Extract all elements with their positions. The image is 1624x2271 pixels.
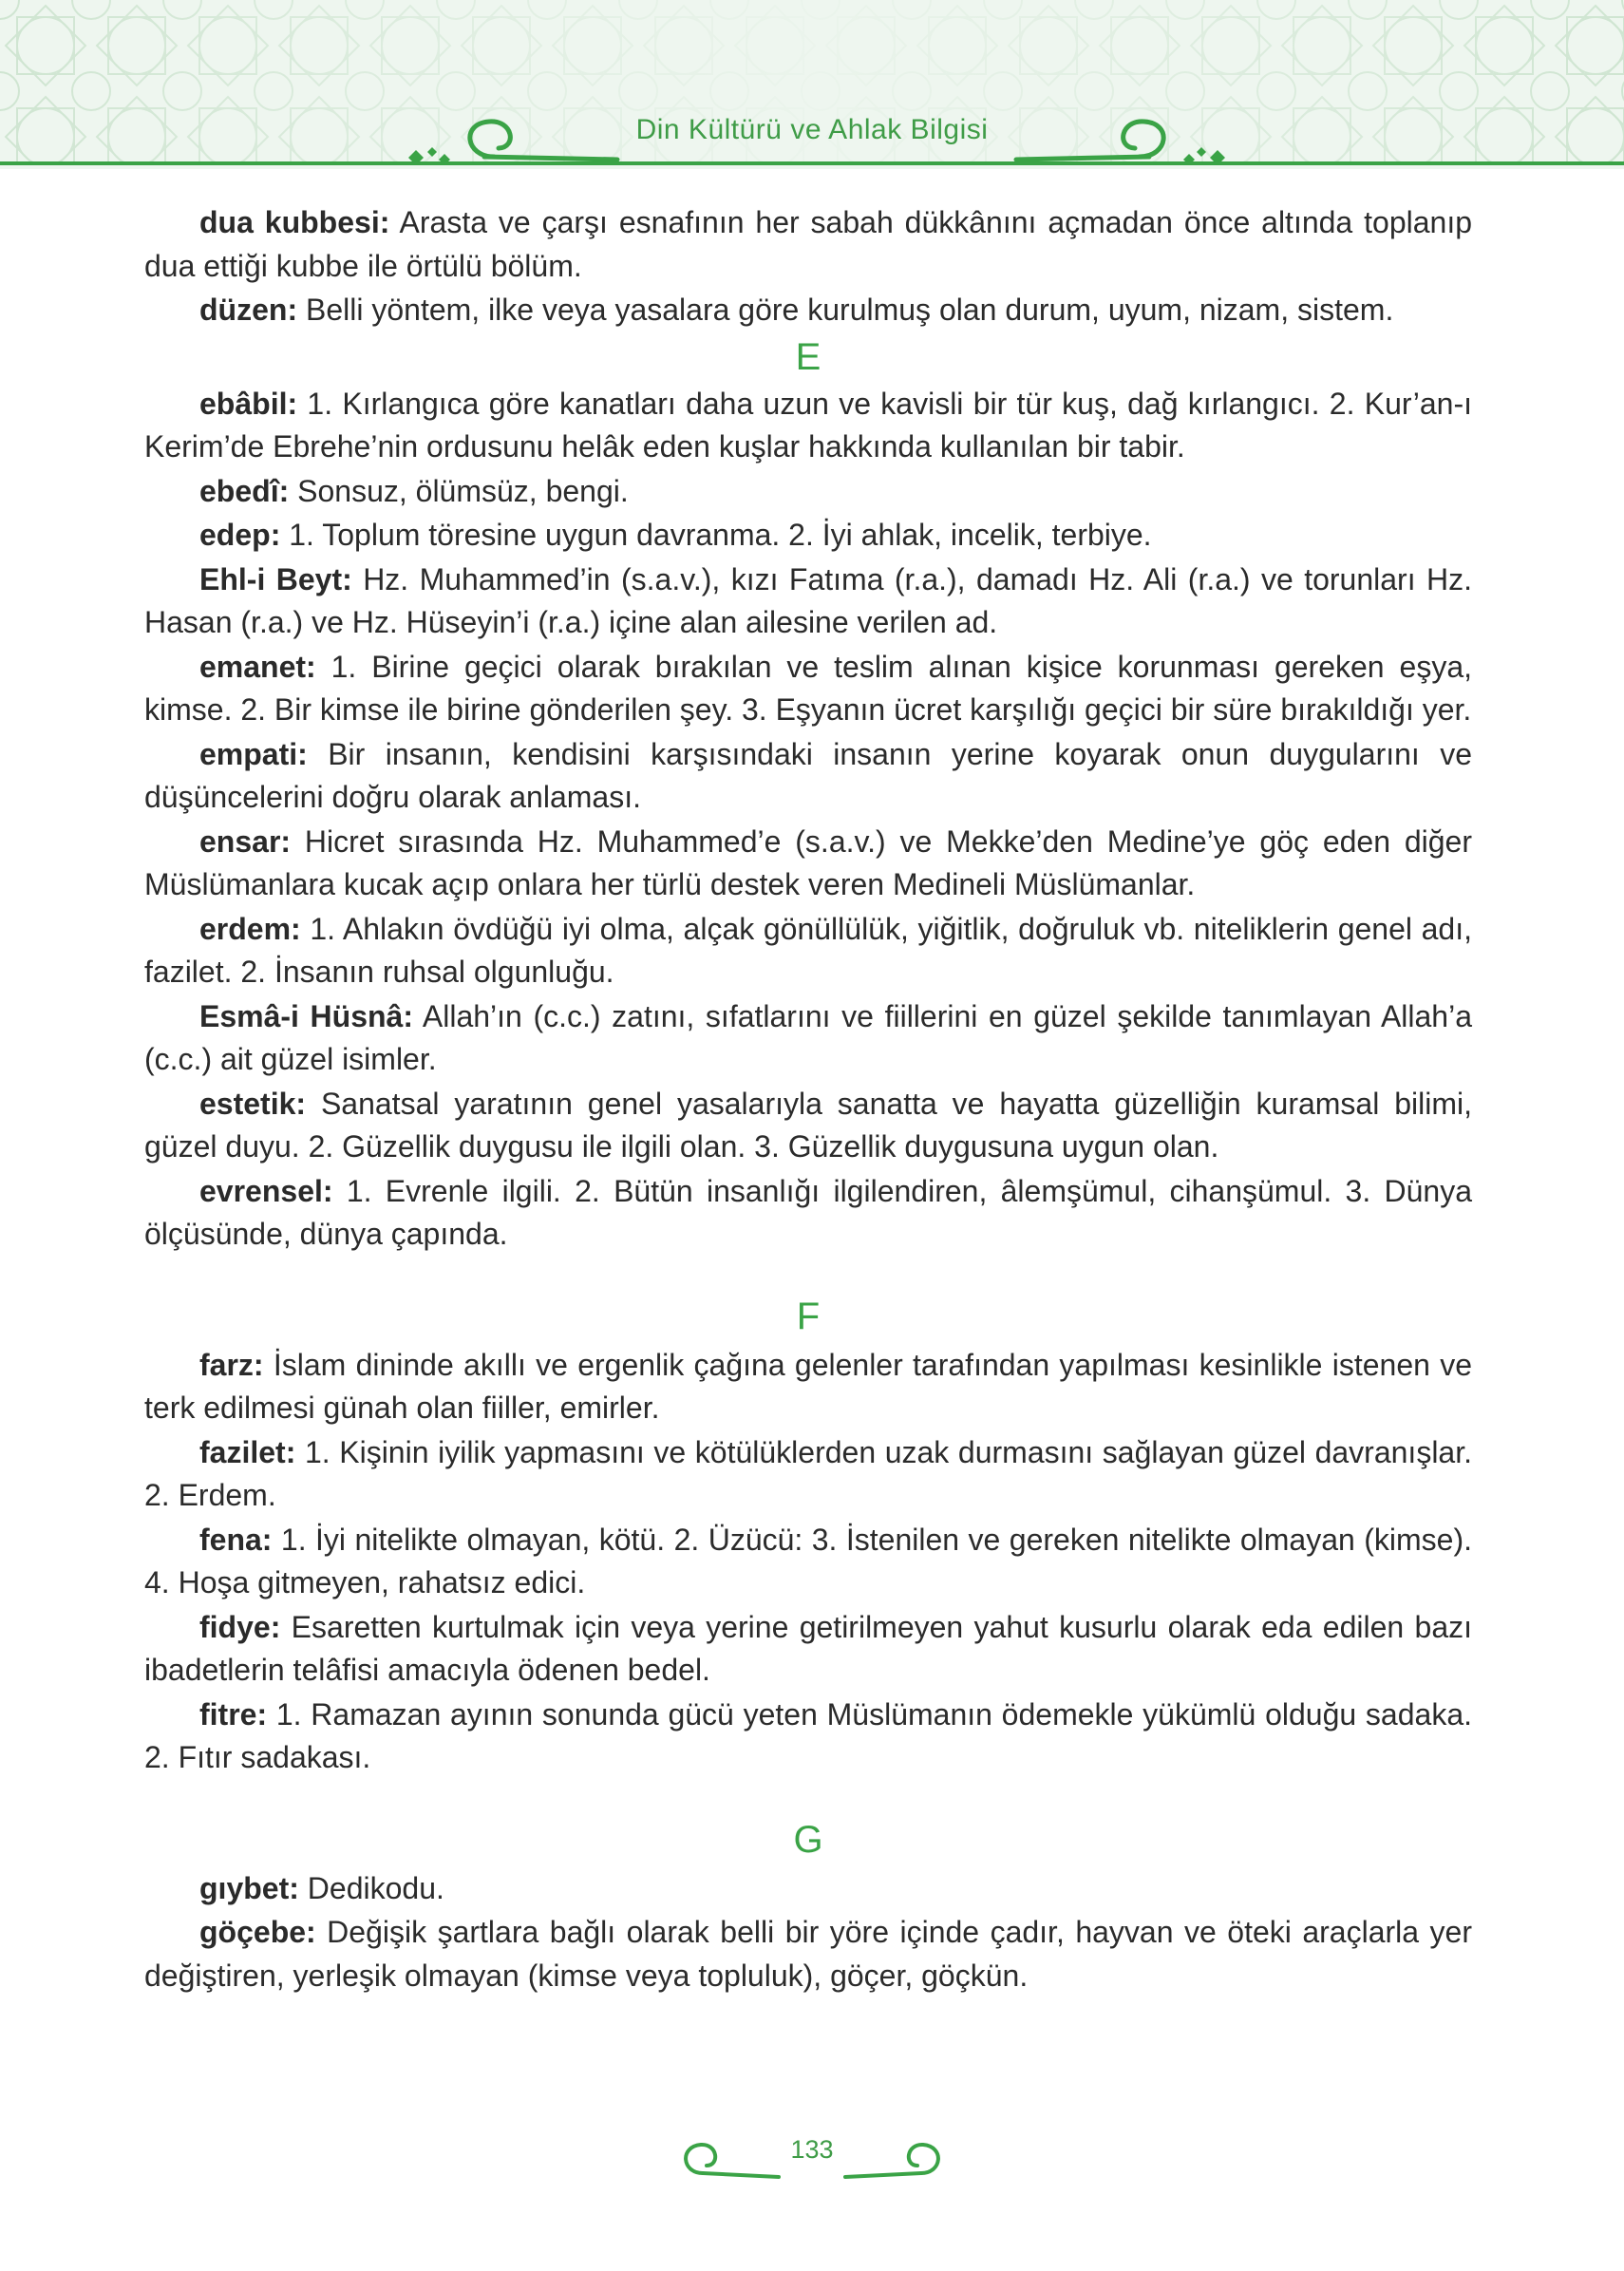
- glossary-entry: [144, 1170, 1472, 1257]
- glossary-entry: [144, 821, 1472, 907]
- entry-definition: 1. İyi nitelikte olmayan, kötü. 2. Üzücü: 3. İstenilen ve gereken nitelikte olmayan (kimse). 4. Hoşa gitmeyen, rahatsız edici.: [144, 1522, 1473, 1599]
- entry-term: erdem:: [199, 911, 301, 946]
- entry-definition: İslam dininde akıllı ve ergenlik çağına gelenler tarafından yapılması kesinlikle istenen ve terk edilmesi günah olan fiiller, emirler.: [144, 1347, 1473, 1425]
- entry-definition: Hicret sırasında Hz. Muhammed’e (s.a.v.) ve Mekke’den Medine’ye göç eden diğer Müslümanlara kucak açıp onlara her türlü destek veren Medineli Müslümanlar.: [144, 823, 1473, 901]
- glossary-entry: [144, 646, 1472, 732]
- entry-term: fitre:: [199, 1696, 268, 1732]
- glossary-entry: [144, 514, 1472, 558]
- section-letter-heading: F: [796, 1295, 821, 1337]
- header-divider: [0, 161, 1624, 165]
- glossary-entry: [144, 995, 1472, 1082]
- entry-definition: Dedikodu.: [307, 1870, 444, 1905]
- entry-definition: 1. Toplum töresine uygun davranma. 2. İyi ahlak, incelik, terbiye.: [289, 518, 1152, 552]
- entry-term: ensar:: [199, 823, 292, 859]
- entry-definition: 1. Birine geçici olarak bırakılan ve teslim alınan kişice korunması gereken eşya, kimse. 2. Bir kimse ile birine gönderilen şey. 3. Eşyanın ücret karşılığı geçici bir süre bırakıldığı yer.: [144, 649, 1473, 727]
- entry-term: emanet:: [199, 649, 316, 684]
- entry-definition: Bir insanın, kendisini karşısındaki insanın yerine koyarak onun duygularını ve düşüncelerini doğru olarak anlaması.: [144, 736, 1472, 814]
- entry-definition: Allah’ın (c.c.) zatını, sıfatlarını ve fiillerini en güzel şekilde tanımlayan Allah’a (c.c.) ait güzel isimler.: [144, 998, 1473, 1076]
- entry-definition: 1. Ahlakın övdüğü iyi olma, alçak gönüllülük, yiğitlik, doğruluk vb. niteliklerin genel adı, fazilet. 2. İnsanın ruhsal olgunluğu.: [144, 911, 1473, 989]
- entry-term: farz:: [199, 1347, 264, 1382]
- entry-term: empati:: [199, 736, 308, 771]
- entry-definition: Sanatsal yaratının genel yasalarıyla sanatta ve hayatta güzelliğin kuramsal bilimi, güzel duyu. 2. Güzellik duygusu ile ilgili olan. 3. Güzellik duygusuna uygun olan.: [144, 1086, 1472, 1164]
- entry-term: fazilet:: [199, 1434, 296, 1469]
- page-header: [0, 0, 1624, 169]
- entry-definition: Hz. Muhammed’in (s.a.v.), kızı Fatıma (r.a.), damadı Hz. Ali (r.a.) ve torunları Hz. Hasan (r.a.) ve Hz. Hüseyin’i (r.a.) içine alan ailesine verilen ad.: [144, 561, 1473, 639]
- glossary-entry: [144, 558, 1472, 645]
- glossary-entry: [144, 1344, 1472, 1430]
- entry-term: fidye:: [199, 1609, 281, 1644]
- glossary-section-f: [144, 1293, 1472, 1780]
- section-letter-heading: G: [793, 1818, 823, 1861]
- entry-term: Ehl-i Beyt:: [199, 561, 352, 596]
- entry-definition: 1. Kişinin iyilik yapmasını ve kötülüklerden uzak durmasını sağlayan güzel davranışlar. 2. Erdem.: [144, 1434, 1473, 1512]
- glossary-entry: [144, 470, 1472, 514]
- entry-definition: 1. Ramazan ayının sonunda gücü yeten Müslümanın ödemekle yükümlü olduğu sadaka. 2. Fıtır sadakası.: [144, 1696, 1472, 1774]
- glossary-entry: [144, 201, 1472, 288]
- page-footer: [665, 2128, 959, 2194]
- entry-definition: Sonsuz, ölümsüz, bengi.: [297, 473, 629, 508]
- entry-definition: Belli yöntem, ilke veya yasalara göre kurulmuş olan durum, uyum, nizam, sistem.: [305, 293, 1394, 327]
- glossary-entry: [144, 1519, 1472, 1605]
- section-letter-heading: E: [795, 335, 821, 378]
- glossary-section-continuation: [144, 201, 1472, 332]
- entry-term: Esmâ-i Hüsnâ:: [199, 998, 414, 1033]
- glossary-entry: [144, 1083, 1472, 1169]
- entry-term: estetik:: [199, 1086, 307, 1121]
- glossary-entry: [144, 1606, 1472, 1693]
- glossary-content: [144, 201, 1472, 1998]
- entry-definition: 1. Kırlangıca göre kanatları daha uzun ve kavisli bir tür kuş, dağ kırlangıcı. 2. Kur’an-ı Kerim’de Ebrehe’nin ordusunu helâk eden kuşlar hakkında kullanılan bir tabir.: [144, 386, 1473, 464]
- entry-definition: Esaretten kurtulmak için veya yerine getirilmeyen yahut kusurlu olarak eda edilen bazı ibadetlerin telâfisi amacıyla ödenen bedel.: [144, 1609, 1473, 1687]
- entry-definition: Değişik şartlara bağlı olarak belli bir yöre içinde çadır, hayvan ve öteki araçlarla yer değiştiren, yerleşik olmayan (kimse veya topluluk), göçer, göçkün.: [144, 1915, 1472, 1993]
- glossary-entry: [144, 733, 1472, 820]
- entry-definition: Arasta ve çarşı esnafının her sabah dükkânını açmadan önce altında toplanıp dua ettiği kubbe ile örtülü bölüm.: [144, 205, 1473, 283]
- page-number: 133: [790, 2135, 834, 2164]
- entry-term: ebedî:: [199, 473, 290, 508]
- entry-term: düzen:: [199, 293, 298, 327]
- entry-term: gıybet:: [199, 1870, 299, 1905]
- entry-term: ebâbil:: [199, 386, 298, 421]
- entry-definition: 1. Evrenle ilgili. 2. Bütün insanlığı ilgilendiren, âlemşümul, cihanşümul. 3. Dünya ölçüsünde, dünya çapında.: [144, 1173, 1473, 1251]
- entry-term: göçebe:: [199, 1915, 316, 1949]
- entry-term: fena:: [199, 1522, 273, 1557]
- glossary-section-e: [144, 333, 1472, 1257]
- glossary-entry: [144, 383, 1472, 469]
- glossary-entry: [144, 1911, 1472, 1997]
- glossary-entry: [144, 1867, 1472, 1911]
- glossary-section-g: [144, 1816, 1472, 1998]
- glossary-entry: [144, 1694, 1472, 1780]
- glossary-entry: [144, 908, 1472, 994]
- header-title: Din Kültürü ve Ahlak Bilgisi: [635, 114, 989, 145]
- entry-term: edep:: [199, 518, 281, 552]
- glossary-entry: [144, 1431, 1472, 1518]
- entry-term: evrensel:: [199, 1173, 333, 1208]
- glossary-entry: [144, 289, 1472, 332]
- entry-term: dua kubbesi:: [199, 205, 390, 239]
